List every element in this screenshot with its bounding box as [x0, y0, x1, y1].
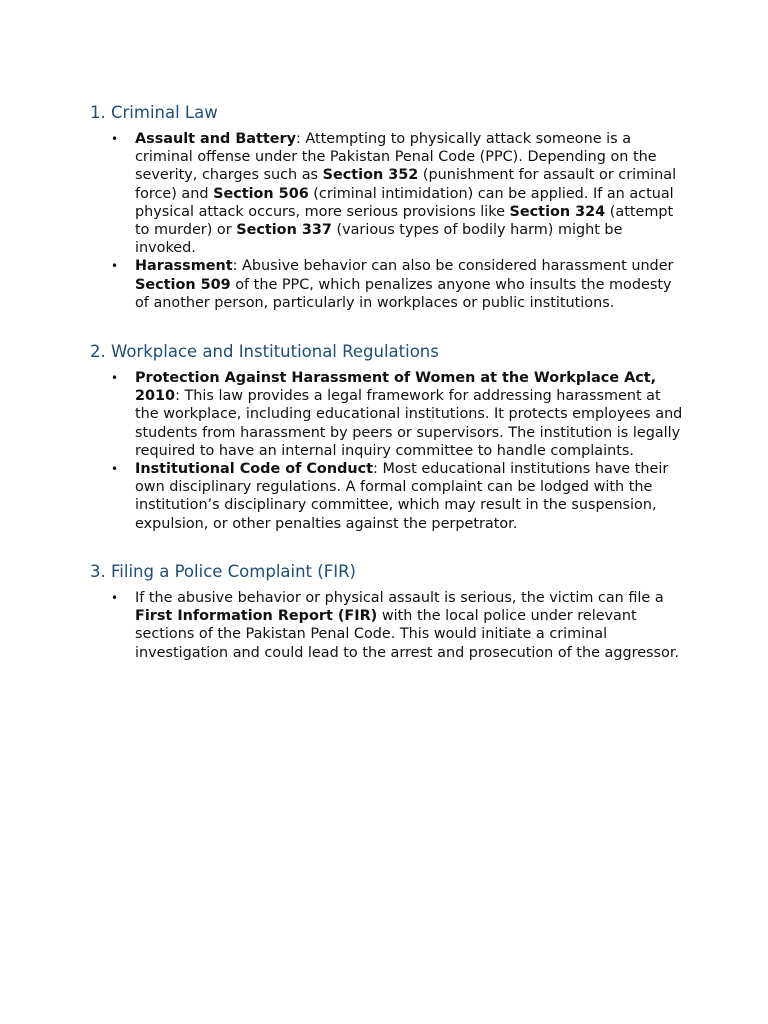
section-heading: 2. Workplace and Institutional Regulations	[90, 342, 439, 361]
bold-term: Section 509	[135, 276, 231, 293]
text-run: : Abusive behavior can also be considered harassment under	[232, 258, 674, 275]
text-run: : Attempting to physically attack someone is a criminal offense under the Pakistan Penal Code (PPC). Depending on the severity, charges such as	[135, 131, 657, 184]
text-run: of the PPC, which penalizes anyone who insults the modesty of another person, particularly in workplaces or public institutions.	[135, 276, 672, 311]
section-criminal-law	[90, 103, 690, 312]
list-item	[90, 257, 683, 312]
list-item	[90, 460, 683, 533]
bullet-list	[90, 589, 690, 662]
list-item-text	[135, 370, 682, 459]
bold-term: Protection Against Harassment of Women at the Workplace Act, 2010	[135, 370, 657, 405]
section-police-complaint	[90, 562, 690, 662]
section-heading: 1. Criminal Law	[90, 103, 218, 122]
text-run: (attempt to murder) or	[135, 203, 674, 239]
bold-term: Section 352	[322, 167, 419, 184]
bullet-icon: •	[111, 591, 119, 605]
section-heading: 3. Filing a Police Complaint (FIR)	[90, 562, 356, 581]
bullet-icon: •	[111, 259, 119, 274]
bold-term: Assault and Battery	[135, 131, 296, 147]
bullet-list	[90, 130, 690, 312]
text-run: : Most educational institutions have their own disciplinary regulations. A formal complaint can be lodged with the institution’s disciplinary committee, which may result in the suspension, expulsion, or other penalties against the perpetrator.	[135, 461, 669, 532]
bold-term: Section 324	[509, 203, 606, 220]
list-item	[90, 369, 683, 460]
bold-term: Section 506	[213, 185, 309, 202]
bullet-icon: •	[111, 462, 119, 477]
bold-term: Harassment	[135, 258, 233, 275]
text-run: (criminal intimidation) can be applied. If an actual physical attack occurs, more serious provisions like	[135, 185, 674, 220]
bullet-list	[90, 369, 690, 533]
bold-term: Section 337	[236, 222, 332, 239]
bullet-icon: •	[111, 371, 119, 385]
list-item-text	[135, 590, 679, 661]
bold-term: Institutional Code of Conduct	[135, 461, 374, 478]
text-run: : This law provides a legal framework for addressing harassment at the workplace, including educational institutions. It protects employees and students from harassment by peers or supervisors. The institution is legally required to have an internal inquiry committee to handle complaints.	[135, 388, 683, 459]
bold-term: First Information Report (FIR)	[135, 608, 378, 625]
text-run: (punishment for assault or criminal force) and	[135, 167, 677, 202]
list-item	[90, 130, 683, 257]
text-run: If the abusive behavior or physical assault is serious, the victim can file a	[135, 590, 664, 606]
list-item-text	[135, 258, 673, 310]
section-workplace-regulations	[90, 342, 690, 533]
text-run: with the local police under relevant sections of the Pakistan Penal Code. This would initiate a criminal investigation and could lead to the arrest and prosecution of the aggressor.	[135, 608, 680, 661]
bullet-icon: •	[111, 132, 119, 146]
list-item-text	[135, 461, 668, 532]
list-item	[90, 589, 683, 662]
list-item-text	[135, 131, 676, 256]
text-run: (various types of bodily harm) might be invoked.	[135, 222, 623, 257]
